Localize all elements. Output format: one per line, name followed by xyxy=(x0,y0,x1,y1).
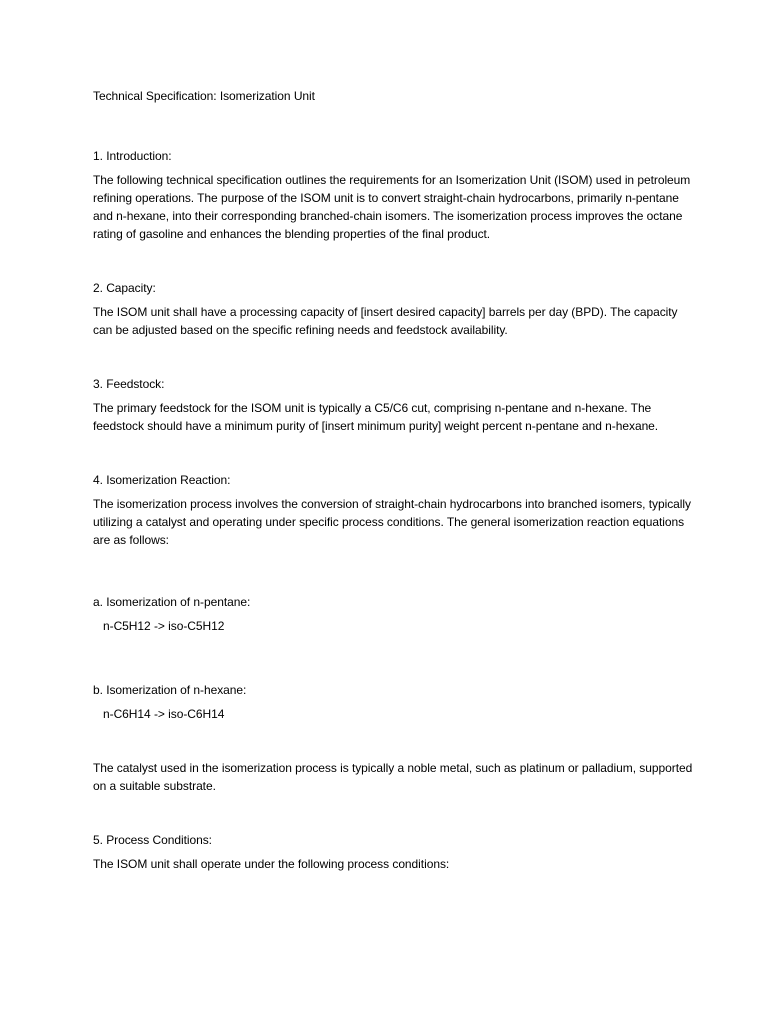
hexane-isomerization-heading: b. Isomerization of n-hexane: xyxy=(93,683,247,697)
feedstock-paragraph: The primary feedstock for the ISOM unit is typically a C5/C6 cut, comprising n-pentane and n-hexane. The feedstock should have a minimum purity of [insert minimum purity] weight percent n-pentane and n-hexane. xyxy=(93,401,659,433)
catalyst-paragraph: The catalyst used in the isomerization process is typically a noble metal, such as platinum or palladium, supported on a suitable substrate. xyxy=(93,761,693,793)
capacity-paragraph: The ISOM unit shall have a processing capacity of [insert desired capacity] barrels per day (BPD). The capacity can be adjusted based on the specific refining needs and feedstock availability. xyxy=(93,305,678,337)
document-body xyxy=(93,87,693,873)
feedstock-heading: 3. Feedstock: xyxy=(93,377,165,391)
reaction-heading: 4. Isomerization Reaction: xyxy=(93,473,231,487)
pentane-reaction-equation: n-C5H12 -> iso-C5H12 xyxy=(103,619,225,633)
hexane-reaction-equation: n-C6H14 -> iso-C6H14 xyxy=(103,707,225,721)
document-title: Technical Specification: Isomerization Unit xyxy=(93,89,315,103)
capacity-heading: 2. Capacity: xyxy=(93,281,156,295)
process-conditions-paragraph: The ISOM unit shall operate under the following process conditions: xyxy=(93,857,450,871)
reaction-paragraph: The isomerization process involves the conversion of straight-chain hydrocarbons into branched isomers, typically utilizing a catalyst and operating under specific process conditions. The general isomerization reaction equations are as follows: xyxy=(93,497,691,547)
introduction-paragraph: The following technical specification outlines the requirements for an Isomerization Unit (ISOM) used in petroleum refining operations. The purpose of the ISOM unit is to convert straight-chain hydrocarbons, primarily n-pentane and n-hexane, into their corresponding branched-chain isomers. The isomerization process improves the octane rating of gasoline and enhances the blending properties of the final product. xyxy=(93,173,691,241)
pentane-isomerization-heading: a. Isomerization of n-pentane: xyxy=(93,595,251,609)
process-conditions-heading: 5. Process Conditions: xyxy=(93,833,212,847)
introduction-heading: 1. Introduction: xyxy=(93,149,172,163)
